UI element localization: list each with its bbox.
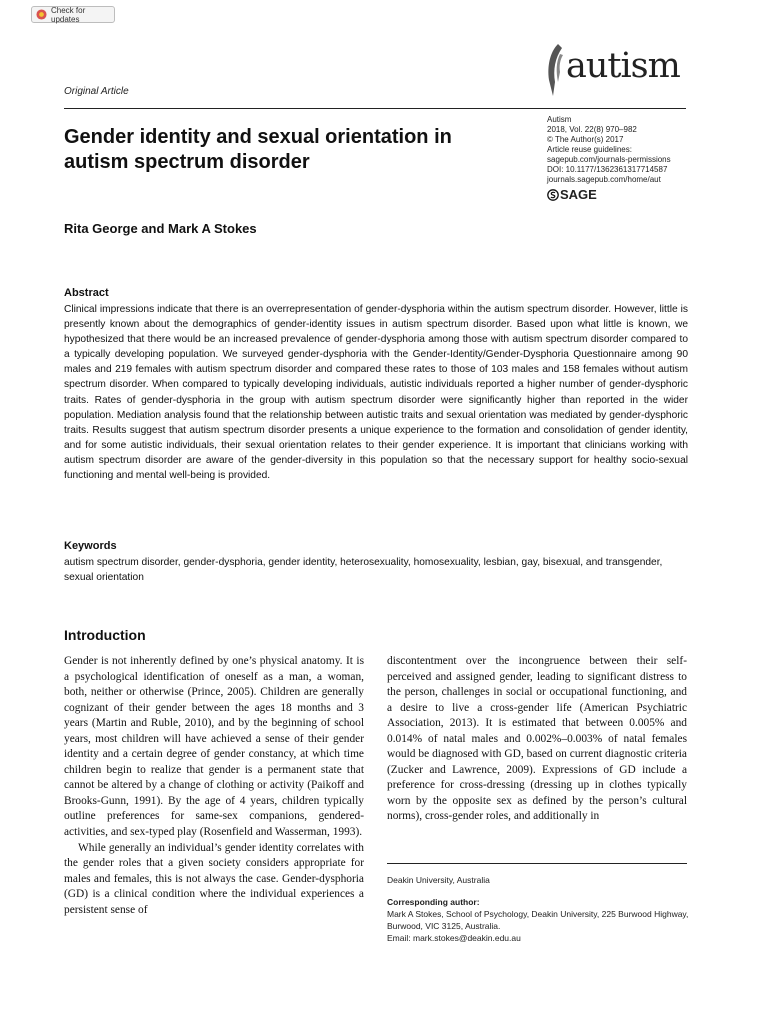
meta-volume: 2018, Vol. 22(8) 970–982 <box>547 125 637 134</box>
meta-journal-url[interactable]: journals.sagepub.com/home/aut <box>547 175 661 184</box>
body-column-left <box>64 654 364 918</box>
sage-logo-text: SAGE <box>560 187 597 202</box>
article-title: Gender identity and sexual orientation in autism spectrum disorder <box>64 126 452 173</box>
intro-paragraph-continued: discontentment over the incongruence between their self-perceived and assigned gender, leading to significant distress to the person, challenges in social or occupational functioning, and a desire to live a cross-gender life (American Psychiatric Association, 2013). It is estimated that between 0.005% and 0.014% of natal males and 0.002%–0.003% of natal females would be diagnosed with GD, based on current diagnostic criteria (Zucker and Lawrence, 2009). Expressions of GD include a preference for cross-dressing (dressing up in clothes typically worn by the opposite sex as defined by the person’s cultural norms), cross-gender roles, and additionally in <box>387 655 687 823</box>
email-label: Email: <box>387 933 411 943</box>
journal-metadata <box>547 115 697 202</box>
abstract-text: Clinical impressions indicate that there is an overrepresentation of gender-dysphoria within the autism spectrum disorder. However, little is presently known about the demographics of gender-identity issues in autism spectrum disorder. Based upon what little is known, we hypothesized that there would be an increased prevalence of gender-dysphoria among those with autism spectrum disorder compared to a typically developing population. We surveyed gender-dysphoria with the Gender-Identity/Gender-Dysphoria Questionnaire among 90 males and 219 females with autism spectrum disorder and compared these rates to those of 103 males and 158 females without autism spectrum disorder. When compared to typically developing individuals, autistic individuals reported a higher number of gender-dysphoric traits. Rates of gender-dysphoria in the group with autism spectrum disorder were significantly higher than reported in the wider population. Mediation analysis found that the relationship between autistic traits and sexual orientation was mediated by gender-dysphoric traits. Results suggest that autism spectrum disorder presents a unique experience to the formation and consolidation of gender identity, and for some autistic individuals, their sexual orientation relates to their gender experience. It is important that clinicians working with autism spectrum disorder are aware of the gender-diversity in this population so that the necessary support for healthy socio-sexual functioning and mental well-being is provided. <box>64 304 688 482</box>
intro-paragraph-2: While generally an individual’s gender identity correlates with the gender roles that a given society considers appropriate for males and females, this is not always the case. Gender-dysphoria (GD) is a clinical condition where the individual experiences a persistent sense of <box>64 841 364 916</box>
header-rule <box>64 108 686 109</box>
check-for-updates-badge[interactable] <box>31 6 115 23</box>
intro-paragraph-1: Gender is not inherently defined by one’s physical anatomy. It is a psychological identification of oneself as a man, a woman, both, neither or otherwise (Prince, 2005). Children are generally cognizant of their gender between the ages 18 months and 3 years (Martin and Ruble, 2010), and by the beginning of school years, most children will have achieved a sense of their gender identity and a certain degree of gender constancy, at which time children begin to realize that gender is a permanent state that cannot be altered by a change of clothing or activity (Paikoff and Brooks-Gunn, 1991). By the age of 4 years, children typically outline preferences for same-sex companions, gendered-activities, and sex-typed play (Rosenfield and Wasserman, 1993). <box>64 655 364 839</box>
keywords-heading: Keywords <box>64 540 117 552</box>
article-type-label: Original Article <box>64 86 129 97</box>
corresponding-author-details <box>387 908 692 944</box>
meta-copyright: © The Author(s) 2017 <box>547 135 624 144</box>
author-affiliation: Deakin University, Australia <box>387 875 490 885</box>
meta-permissions-link[interactable]: sagepub.com/journals-permissions <box>547 155 671 164</box>
meta-doi[interactable]: DOI: 10.1177/1362361317714587 <box>547 165 668 174</box>
sage-logo-icon <box>547 189 559 201</box>
sage-logo <box>547 188 697 202</box>
check-for-updates-label: Check for updates <box>51 5 86 24</box>
introduction-heading: Introduction <box>64 627 146 643</box>
corresponding-author-address: Mark A Stokes, School of Psychology, Deakin University, 225 Burwood Highway, Burwood, VIC 3125, Australia. <box>387 909 689 931</box>
body-column-right <box>387 654 687 825</box>
corresponding-author-heading: Corresponding author: <box>387 897 480 907</box>
check-updates-icon <box>36 9 47 20</box>
author-list: Rita George and Mark A Stokes <box>64 221 257 236</box>
journal-logo <box>544 42 694 98</box>
meta-journal-name: Autism <box>547 115 572 124</box>
autism-mark-icon <box>544 42 566 98</box>
email-link[interactable]: mark.stokes@deakin.edu.au <box>413 933 521 943</box>
keywords-text: autism spectrum disorder, gender-dysphoria, gender identity, heterosexuality, homosexuality, lesbian, gay, bisexual, and transgender, sexual orientation <box>64 557 663 583</box>
journal-logo-word: autism <box>566 46 680 86</box>
footnote-rule <box>387 863 687 864</box>
abstract-heading: Abstract <box>64 287 109 299</box>
meta-reuse-label: Article reuse guidelines: <box>547 145 632 154</box>
